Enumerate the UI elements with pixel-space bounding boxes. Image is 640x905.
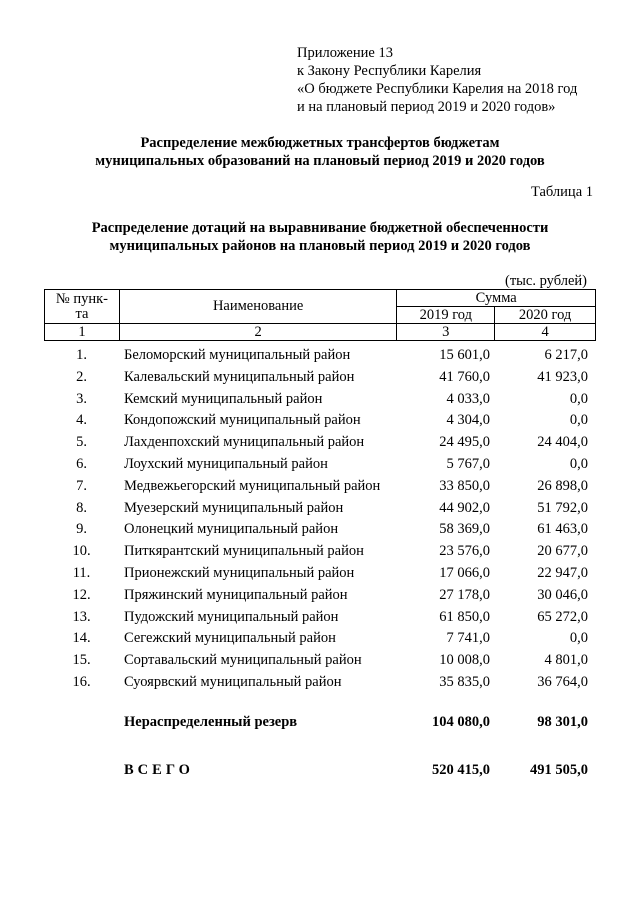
row-2019: 17 066,0 bbox=[439, 564, 490, 581]
row-name: Сегежский муниципальный район bbox=[124, 630, 336, 647]
total-row bbox=[44, 760, 596, 780]
row-2020: 36 764,0 bbox=[537, 673, 588, 690]
reserve-name: Нераспределенный резерв bbox=[124, 714, 298, 730]
table-row bbox=[44, 367, 596, 389]
header-2020: 2020 год bbox=[495, 307, 596, 324]
table-body bbox=[44, 345, 596, 694]
appendix-line: и на плановый период 2019 и 2020 годов» bbox=[297, 99, 556, 115]
row-2020: 51 792,0 bbox=[537, 499, 588, 516]
table-row bbox=[44, 410, 596, 432]
row-name: Сортавальский муниципальный район bbox=[124, 652, 362, 669]
row-2019: 61 850,0 bbox=[439, 608, 490, 625]
row-name: Прионежский муниципальный район bbox=[124, 564, 355, 581]
reserve-2020: 98 301,0 bbox=[537, 714, 588, 730]
title-line: Распределение межбюджетных трансфертов бюджетам bbox=[140, 135, 500, 151]
row-name: Суоярвский муниципальный район bbox=[124, 673, 342, 690]
table-header bbox=[44, 289, 596, 341]
total-name: ВСЕГО bbox=[124, 762, 194, 778]
header-col-2: 2 bbox=[119, 324, 396, 341]
table-row bbox=[44, 519, 596, 541]
row-name: Медвежьегорский муниципальный район bbox=[124, 477, 381, 494]
row-2019: 10 008,0 bbox=[439, 652, 490, 669]
row-2020: 0,0 bbox=[569, 630, 588, 647]
row-2019: 41 760,0 bbox=[439, 368, 490, 385]
header-num-line2: та bbox=[75, 305, 89, 322]
row-2019: 15 601,0 bbox=[439, 347, 490, 363]
table-title bbox=[0, 219, 640, 255]
row-num: 14. bbox=[72, 630, 91, 647]
row-num: 8. bbox=[76, 499, 87, 516]
row-2020: 61 463,0 bbox=[537, 521, 588, 538]
row-2020: 24 404,0 bbox=[537, 434, 588, 451]
table-row bbox=[44, 345, 596, 367]
row-2020: 20 677,0 bbox=[537, 543, 588, 560]
total-2020: 491 505,0 bbox=[530, 762, 588, 778]
row-num: 7. bbox=[76, 477, 87, 494]
header-col-3: 3 bbox=[397, 324, 495, 341]
row-num: 1. bbox=[76, 347, 87, 363]
row-2019: 27 178,0 bbox=[439, 586, 490, 603]
table-row bbox=[44, 389, 596, 411]
table-row bbox=[44, 585, 596, 607]
row-name: Кемский муниципальный район bbox=[124, 390, 323, 407]
header-2019: 2019 год bbox=[397, 307, 495, 324]
row-name: Пудожский муниципальный район bbox=[124, 608, 339, 625]
subtitle-line: муниципальных районов на плановый период 2019 и 2020 годов bbox=[109, 238, 531, 254]
row-2019: 33 850,0 bbox=[439, 477, 490, 494]
table-row bbox=[44, 476, 596, 498]
row-name: Пряжинский муниципальный район bbox=[124, 586, 348, 603]
table-row bbox=[44, 628, 596, 650]
row-2020: 0,0 bbox=[569, 455, 588, 472]
row-2020: 0,0 bbox=[569, 390, 588, 407]
header-num bbox=[45, 290, 120, 324]
row-num: 13. bbox=[72, 608, 91, 625]
row-2019: 35 835,0 bbox=[439, 673, 490, 690]
table-row bbox=[44, 541, 596, 563]
row-2020: 22 947,0 bbox=[537, 564, 588, 581]
row-2019: 24 495,0 bbox=[439, 434, 490, 451]
row-2020: 4 801,0 bbox=[544, 652, 588, 669]
row-name: Олонецкий муниципальный район bbox=[124, 521, 339, 538]
table-row bbox=[44, 650, 596, 672]
table-label: Таблица 1 bbox=[530, 184, 593, 200]
header-num-line1: № пунк- bbox=[55, 290, 108, 307]
row-name: Питкярантский муниципальный район bbox=[124, 543, 364, 560]
row-2019: 44 902,0 bbox=[439, 499, 490, 516]
header-col-1: 1 bbox=[45, 324, 120, 341]
row-num: 6. bbox=[76, 455, 87, 472]
row-2019: 58 369,0 bbox=[439, 521, 490, 538]
row-name: Калевальский муниципальный район bbox=[124, 368, 355, 385]
row-num: 5. bbox=[76, 434, 87, 451]
header-col-4: 4 bbox=[495, 324, 596, 341]
document-title bbox=[0, 134, 640, 170]
row-name: Кондопожский муниципальный район bbox=[124, 412, 361, 429]
subtitle-line: Распределение дотаций на выравнивание бюджетной обеспеченности bbox=[91, 220, 549, 236]
total-2019: 520 415,0 bbox=[432, 762, 490, 778]
row-2020: 30 046,0 bbox=[537, 586, 588, 603]
row-num: 10. bbox=[72, 543, 91, 560]
row-num: 11. bbox=[72, 564, 91, 581]
table-row bbox=[44, 432, 596, 454]
table-row bbox=[44, 563, 596, 585]
table-row bbox=[44, 672, 596, 694]
appendix-line: к Закону Республики Карелия bbox=[297, 63, 482, 79]
header-name: Наименование bbox=[119, 290, 396, 324]
table-row bbox=[44, 454, 596, 476]
row-2019: 4 304,0 bbox=[446, 412, 490, 429]
row-num: 2. bbox=[76, 368, 87, 385]
title-line: муниципальных образований на плановый период 2019 и 2020 годов bbox=[95, 153, 545, 169]
row-2019: 5 767,0 bbox=[446, 455, 490, 472]
table-row bbox=[44, 607, 596, 629]
row-num: 9. bbox=[76, 521, 87, 538]
row-2020: 26 898,0 bbox=[537, 477, 588, 494]
row-num: 16. bbox=[72, 673, 91, 690]
row-num: 3. bbox=[76, 390, 87, 407]
row-2019: 7 741,0 bbox=[446, 630, 490, 647]
row-name: Беломорский муниципальный район bbox=[124, 347, 351, 363]
appendix-line: Приложение 13 bbox=[297, 45, 393, 61]
header-sum: Сумма bbox=[397, 290, 596, 307]
reserve-row bbox=[44, 712, 596, 732]
row-num: 12. bbox=[72, 586, 91, 603]
row-2020: 65 272,0 bbox=[537, 608, 588, 625]
table-row bbox=[44, 498, 596, 520]
row-num: 4. bbox=[76, 412, 87, 429]
reserve-2019: 104 080,0 bbox=[432, 714, 490, 730]
row-2019: 23 576,0 bbox=[439, 543, 490, 560]
row-2020: 0,0 bbox=[569, 412, 588, 429]
row-name: Муезерский муниципальный район bbox=[124, 499, 344, 516]
appendix-header bbox=[297, 44, 577, 116]
units-label: (тыс. рублей) bbox=[505, 273, 587, 289]
row-2020: 41 923,0 bbox=[537, 368, 588, 385]
row-2019: 4 033,0 bbox=[446, 390, 490, 407]
row-num: 15. bbox=[72, 652, 91, 669]
appendix-line: «О бюджете Республики Карелия на 2018 год bbox=[297, 81, 578, 97]
row-name: Лахденпохский муниципальный район bbox=[124, 434, 365, 451]
row-2020: 6 217,0 bbox=[544, 347, 588, 363]
row-name: Лоухский муниципальный район bbox=[124, 455, 328, 472]
